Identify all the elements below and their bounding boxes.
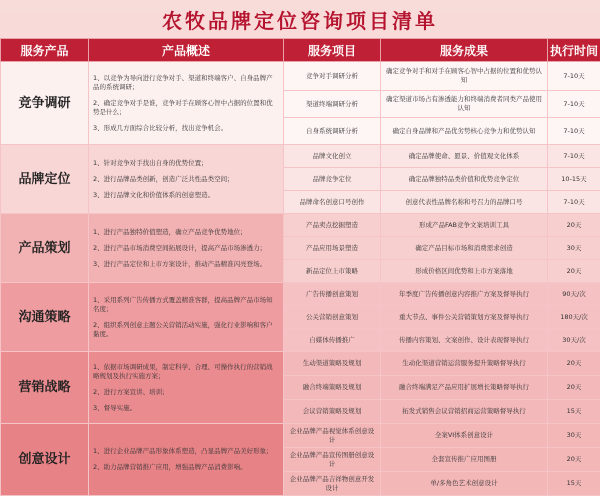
result-cell: 传播内容策划、文案创作、设计表现督导执行 <box>381 329 548 352</box>
overview-cell <box>89 62 284 145</box>
result-cell: 生动化渠道营销运营服务提升策略督导执行 <box>381 352 548 376</box>
result-cell: 年季度广告传播创意内容推广方案及督导执行 <box>381 283 548 306</box>
category-cell: 品牌定位 <box>1 145 89 214</box>
overview-line: 1、进行产品独特价值塑造，确立产品竞争优势地位； <box>93 228 279 237</box>
result-cell: 形成产品FAB竞争文案培训工具 <box>381 214 548 237</box>
header-result: 服务成果 <box>381 39 548 62</box>
overview-line: 2、进行产品市场消费空间拓展设计，提高产品市场渗透力； <box>93 244 279 253</box>
page-title: 农牧品牌定位咨询项目清单 <box>0 0 600 38</box>
result-cell: 重大节点、事件公关营销策划方案及督导执行 <box>381 306 548 329</box>
service-cell: 品牌竞争定位 <box>284 168 381 191</box>
service-cell: 企业品牌产品宣传图册创意设计 <box>284 448 381 472</box>
overview-cell <box>89 352 284 424</box>
time-cell: 15天 <box>548 472 600 496</box>
service-cell: 品牌文化创立 <box>284 145 381 168</box>
time-cell: 20天 <box>548 214 600 237</box>
time-cell: 20天 <box>548 260 600 283</box>
result-cell: 拓发式销售会议营销招商运营策略督导执行 <box>381 400 548 424</box>
table-row <box>1 352 600 376</box>
overview-line: 1、以竞争为导向进行竞争对手、渠道和终端客户、自身品牌产品的系统调研； <box>93 74 279 92</box>
service-cell: 自身系统调研分析 <box>284 118 381 145</box>
overview-line: 2、组织系列创意主题公关营销活动实施，强化行业影响和客户黏度。 <box>93 321 279 339</box>
service-cell: 渠道终端调研分析 <box>284 91 381 118</box>
overview-line: 3、进行产品定位和上市方案设计，推动产品精准闪亮登场。 <box>93 260 279 269</box>
time-cell: 10-15天 <box>548 168 600 191</box>
time-cell: 30天 <box>548 237 600 260</box>
result-cell: 确定品牌使命、愿景、价值观文化体系 <box>381 145 548 168</box>
overview-line: 1、采用系列广告传播方式覆盖精准客群，提高品牌产品市场知名度； <box>93 296 279 314</box>
overview-line: 1、针对竞争对手找出自身的优势位置； <box>93 159 279 168</box>
header-overview: 产品概述 <box>89 39 284 62</box>
overview-line: 2、进行品牌品类创新，创造广泛共性品类空间； <box>93 175 279 184</box>
time-cell: 7-10天 <box>548 145 600 168</box>
category-cell: 产品策划 <box>1 214 89 283</box>
overview-cell <box>89 145 284 214</box>
header-service: 服务项目 <box>284 39 381 62</box>
overview-line: 3、督导实施。 <box>93 404 279 413</box>
time-cell: 20天 <box>548 448 600 472</box>
table-row <box>1 145 600 168</box>
category-cell: 创意设计 <box>1 424 89 496</box>
time-cell: 7-10天 <box>548 118 600 145</box>
time-cell: 90天/次 <box>548 283 600 306</box>
overview-line: 3、形成几方面综合比较分析，找出竞争机会。 <box>93 124 279 133</box>
result-cell: 形成价格区间优势和上市方案落地 <box>381 260 548 283</box>
service-cell: 自媒体传播推广 <box>284 329 381 352</box>
header-product: 服务产品 <box>1 39 89 62</box>
result-cell: 确定竞争对手和对手在顾客心智中占据的位置和优势认知 <box>381 62 548 91</box>
service-cell: 生动渠道策略及规划 <box>284 352 381 376</box>
service-cell: 会议营销策略及规划 <box>284 400 381 424</box>
overview-line: 2、助力品牌营销推广应用，增强品牌产品消费影响。 <box>93 463 279 472</box>
category-cell: 营销战略 <box>1 352 89 424</box>
header-time: 执行时间 <box>548 39 600 62</box>
result-cell: 确定品牌独特品类价值和优势竞争定位 <box>381 168 548 191</box>
time-cell: 7-10天 <box>548 62 600 91</box>
time-cell: 180天/次 <box>548 306 600 329</box>
service-cell: 公关营销创意策划 <box>284 306 381 329</box>
overview-line: 1、依据市场调研成果，制定科学、合理、可操作执行的营销战略规划及执行实施方案； <box>93 363 279 381</box>
table-header-row <box>1 39 600 62</box>
service-cell: 产品应用场景塑造 <box>284 237 381 260</box>
time-cell: 15天 <box>548 400 600 424</box>
category-cell: 竞争调研 <box>1 62 89 145</box>
overview-cell <box>89 424 284 496</box>
overview-cell <box>89 214 284 283</box>
result-cell: 融合终端满足产品应用扩展增长策略督导执行 <box>381 376 548 400</box>
time-cell: 20天 <box>548 352 600 376</box>
overview-line: 1、进行企业品牌产品形象体系塑造，凸显品牌产品美好形象； <box>93 447 279 456</box>
time-cell: 30天/次 <box>548 329 600 352</box>
service-cell: 企业品牌产品吉祥物创意开发设计 <box>284 472 381 496</box>
category-cell: 沟通策略 <box>1 283 89 352</box>
overview-line: 2、进行方案宣讲、培训； <box>93 388 279 397</box>
result-cell: 单/多角色艺术创意设计 <box>381 472 548 496</box>
service-cell: 品牌命名创意口号创作 <box>284 191 381 214</box>
time-cell: 20天 <box>548 376 600 400</box>
result-cell: 创意代表性品牌名称和号召力的品牌口号 <box>381 191 548 214</box>
result-cell: 确定产品目标市场和消费需求创造 <box>381 237 548 260</box>
time-cell: 7-10天 <box>548 191 600 214</box>
service-table <box>0 38 600 496</box>
time-cell: 7-10天 <box>548 91 600 118</box>
service-cell: 新品定位上市策略 <box>284 260 381 283</box>
time-cell: 30天 <box>548 424 600 448</box>
table-row <box>1 424 600 448</box>
table-row <box>1 214 600 237</box>
table-row <box>1 62 600 91</box>
table-row <box>1 283 600 306</box>
service-cell: 竞争对手调研分析 <box>284 62 381 91</box>
service-cell: 产品卖点挖掘塑造 <box>284 214 381 237</box>
result-cell: 确定自身品牌和产品优劣势核心竞争力和优势认知 <box>381 118 548 145</box>
service-cell: 企业品牌产品视觉体系创意设计 <box>284 424 381 448</box>
service-cell: 广告传播创意策划 <box>284 283 381 306</box>
result-cell: 全套宣传推广应用图册 <box>381 448 548 472</box>
overview-line: 2、确定竞争对手是谁，竞争对手在顾客心智中占据的位置和优势是什么； <box>93 99 279 117</box>
overview-line: 3、进行品牌文化和价值体系的创意塑造。 <box>93 191 279 200</box>
result-cell: 确定渠道市场占有渗透能力和终端消费者同类产品使用认知 <box>381 91 548 118</box>
overview-cell <box>89 283 284 352</box>
result-cell: 全案VI体系创意设计 <box>381 424 548 448</box>
service-cell: 融合终端策略及规划 <box>284 376 381 400</box>
